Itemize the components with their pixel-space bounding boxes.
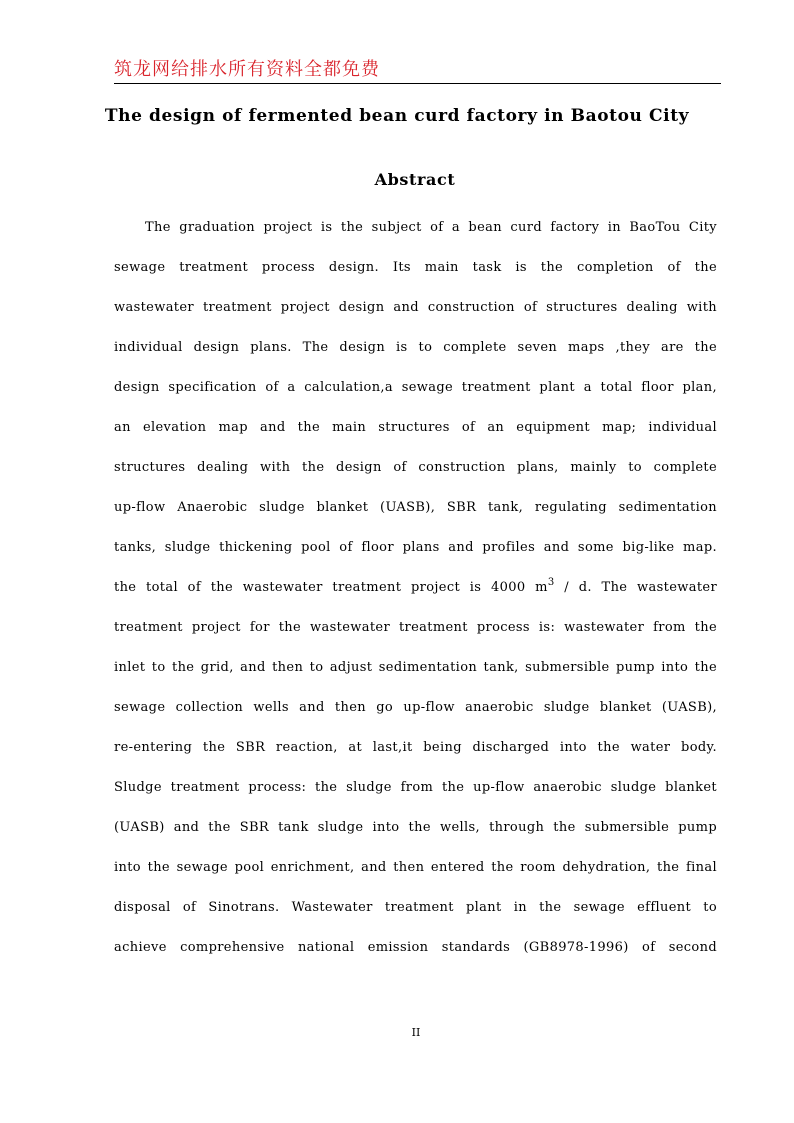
body-line: structures dealing with the design of construction plans, mainly to complete	[114, 460, 717, 475]
body-line: tanks, sludge thickening pool of floor plans and profiles and some big-like map.	[114, 540, 717, 555]
body-line-tail: / d. The wastewater	[554, 580, 717, 595]
body-line: Sludge treatment process: the sludge from the up-flow anaerobic sludge blanket	[114, 780, 717, 795]
body-line: sewage treatment process design. Its main task is the completion of the	[114, 260, 717, 275]
body-line: sewage collection wells and then go up-flow anaerobic sludge blanket (UASB),	[114, 700, 717, 715]
body-line-text: the total of the wastewater treatment project is 4000 m	[114, 580, 548, 595]
body-line: an elevation map and the main structures of an equipment map; individual	[114, 420, 717, 435]
body-line: treatment project for the wastewater treatment process is: wastewater from the	[114, 620, 717, 635]
body-line: into the sewage pool enrichment, and then entered the room dehydration, the final	[114, 860, 717, 875]
superscript-3: 3	[547, 577, 555, 588]
body-line: individual design plans. The design is to complete seven maps ,they are the	[114, 340, 717, 355]
document-title: The design of fermented bean curd factory in Baotou City	[104, 106, 690, 126]
body-line: achieve comprehensive national emission standards (GB8978-1996) of second	[114, 940, 717, 955]
abstract-body	[114, 208, 717, 968]
watermark-header: 筑龙网给排水所有资料全都免费	[114, 59, 380, 80]
body-line: disposal of Sinotrans. Wastewater treatment plant in the sewage effluent to	[114, 900, 717, 915]
body-line: (UASB) and the SBR tank sludge into the wells, through the submersible pump	[114, 820, 717, 835]
body-line: The graduation project is the subject of a bean curd factory in BaoTou City	[145, 220, 717, 235]
body-line: inlet to the grid, and then to adjust sedimentation tank, submersible pump into the	[114, 660, 717, 675]
body-line: re-entering the SBR reaction, at last,it being discharged into the water body.	[114, 740, 717, 755]
body-line-with-unit	[114, 568, 717, 608]
header-divider	[114, 83, 721, 84]
body-line: up-flow Anaerobic sludge blanket (UASB), SBR tank, regulating sedimentation	[114, 500, 717, 515]
body-line: wastewater treatment project design and construction of structures dealing with	[114, 300, 717, 315]
abstract-heading: Abstract	[374, 170, 456, 189]
page-number: II	[411, 1026, 421, 1039]
body-line: design specification of a calculation,a sewage treatment plant a total floor plan,	[114, 380, 717, 395]
